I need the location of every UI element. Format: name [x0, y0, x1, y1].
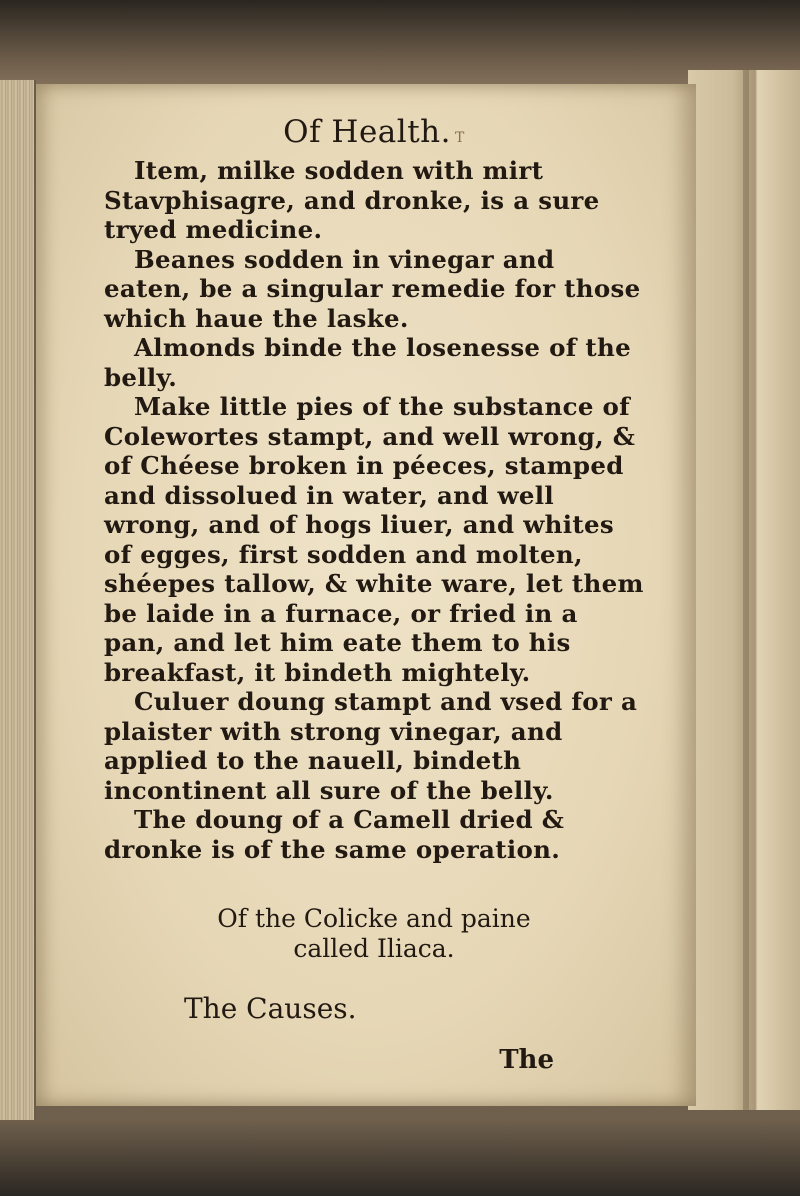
subheading-causes: The Causes. [184, 992, 357, 1025]
page-text [104, 114, 644, 1075]
running-header [104, 114, 644, 150]
left-page-edges [0, 80, 36, 1120]
section-heading-line1: Of the Colicke and paine [217, 904, 531, 933]
paragraph-pies: Make little pies of the substance of Colewortes stampt, and well wrong, & of Chéese broken in péeces, stamped and dissolued in water, and well wrong, and of hogs liuer, and whites of egges, first sodden and molten, shéepes tallow, & white ware, let them be laide in a furnace, or fried in a pan, and let him eate them to his breakfast, it bindeth mightely. [104, 392, 644, 687]
page [36, 84, 696, 1106]
header-mark: T [454, 130, 465, 146]
section-heading-line2: called Iliaca. [293, 934, 455, 963]
right-page-edges [688, 70, 800, 1110]
header-title: Of Health. [283, 114, 451, 150]
paragraph-almonds: Almonds binde the losenesse of the belly. [104, 333, 632, 392]
body-text [104, 156, 644, 864]
paragraph-camell: The doung of a Camell dried & dronke is of the same operation. [104, 805, 565, 864]
catchword: The [499, 1045, 554, 1075]
paragraph-item-milke: Item, milke sodden with mirt Stavphisagre, and dronke, is a sure tryed medicine. [104, 156, 600, 244]
paragraph-beanes: Beanes sodden in vinegar and eaten, be a singular remedie for those which haue the laske. [104, 244, 641, 333]
paragraph-culuer: Culuer doung stampt and vsed for a plaister with strong vinegar, and applied to the nauell, bindeth incontinent all sure of the belly. [104, 687, 638, 805]
